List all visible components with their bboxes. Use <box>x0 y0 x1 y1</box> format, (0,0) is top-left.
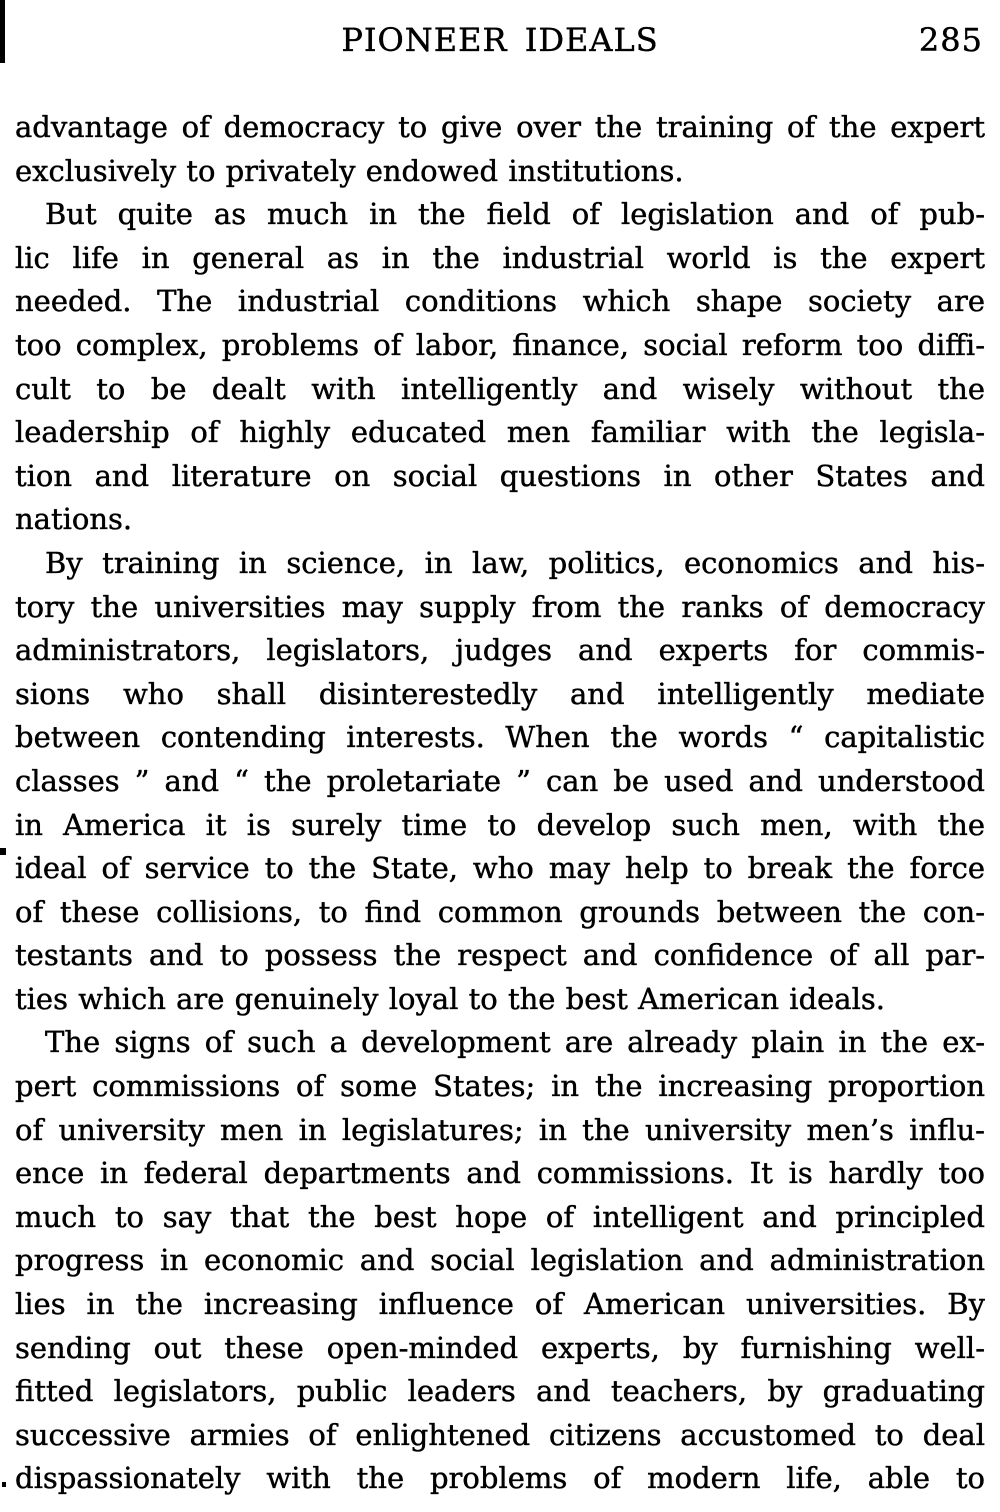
text-line: lic life in general as in the industrial world is the expert <box>15 240 985 275</box>
text-line: classes ” and “ the proletariate ” can be used and understood <box>15 763 985 798</box>
text-line: of these collisions, to find common grounds between the con- <box>15 894 985 929</box>
page-header <box>15 20 985 60</box>
text-line: pert commissions of some States; in the increasing proportion <box>15 1069 985 1104</box>
text-line: sions who shall disinterestedly and intelligently mediate <box>15 676 985 711</box>
text-line: tion and literature on social questions in other States and <box>15 458 985 493</box>
text-line: cult to be dealt with intelligently and wisely without the <box>15 371 985 406</box>
scan-artifact-speck <box>0 848 6 855</box>
text-line: of university men in legislatures; in the university men’s influ- <box>15 1112 985 1147</box>
text-line: nations. <box>15 502 133 537</box>
text-line: lies in the increasing influence of American universities. By <box>15 1287 985 1322</box>
text-line: But quite as much in the field of legislation and of pub- <box>45 197 985 232</box>
text-line: sending out these open-minded experts, by furnishing well- <box>15 1330 985 1365</box>
running-head-title: PIONEER IDEALS <box>341 21 659 59</box>
text-line: The signs of such a development are already plain in the ex- <box>45 1025 985 1060</box>
page-number: 285 <box>918 21 983 59</box>
text-line: ideal of service to the State, who may help to break the force <box>15 851 985 886</box>
text-line: ties which are genuinely loyal to the best American ideals. <box>15 981 885 1016</box>
text-line: tory the universities may supply from the ranks of democracy <box>15 589 985 624</box>
text-line: advantage of democracy to give over the training of the expert <box>15 110 985 144</box>
text-line: in America it is surely time to develop such men, with the <box>15 807 985 842</box>
scan-artifact-speck <box>2 1482 6 1487</box>
text-line: testants and to possess the respect and confidence of all par- <box>15 938 985 973</box>
text-line: exclusively to privately endowed institutions. <box>15 153 684 188</box>
text-line: administrators, legislators, judges and experts for commis- <box>15 633 985 668</box>
text-line: fitted legislators, public leaders and teachers, by graduating <box>15 1374 985 1409</box>
text-line: too complex, problems of labor, finance, social reform too diffi- <box>15 327 985 362</box>
text-line: needed. The industrial conditions which shape society are <box>15 284 985 319</box>
text-line: By training in science, in law, politics, economics and his- <box>45 545 985 580</box>
scan-artifact-top-left <box>0 0 5 63</box>
page-body <box>15 106 985 1501</box>
text-line: dispassionately with the problems of modern life, able to <box>15 1461 985 1496</box>
text-line: leadership of highly educated men familiar with the legisla- <box>15 415 985 450</box>
text-line: successive armies of enlightened citizens accustomed to deal <box>15 1417 985 1452</box>
text-line: ence in federal departments and commissions. It is hardly too <box>15 1156 985 1191</box>
text-line: much to say that the best hope of intelligent and principled <box>15 1199 985 1234</box>
text-line: progress in economic and social legislation and administration <box>15 1243 985 1278</box>
text-line: between contending interests. When the words “ capitalistic <box>15 720 985 755</box>
